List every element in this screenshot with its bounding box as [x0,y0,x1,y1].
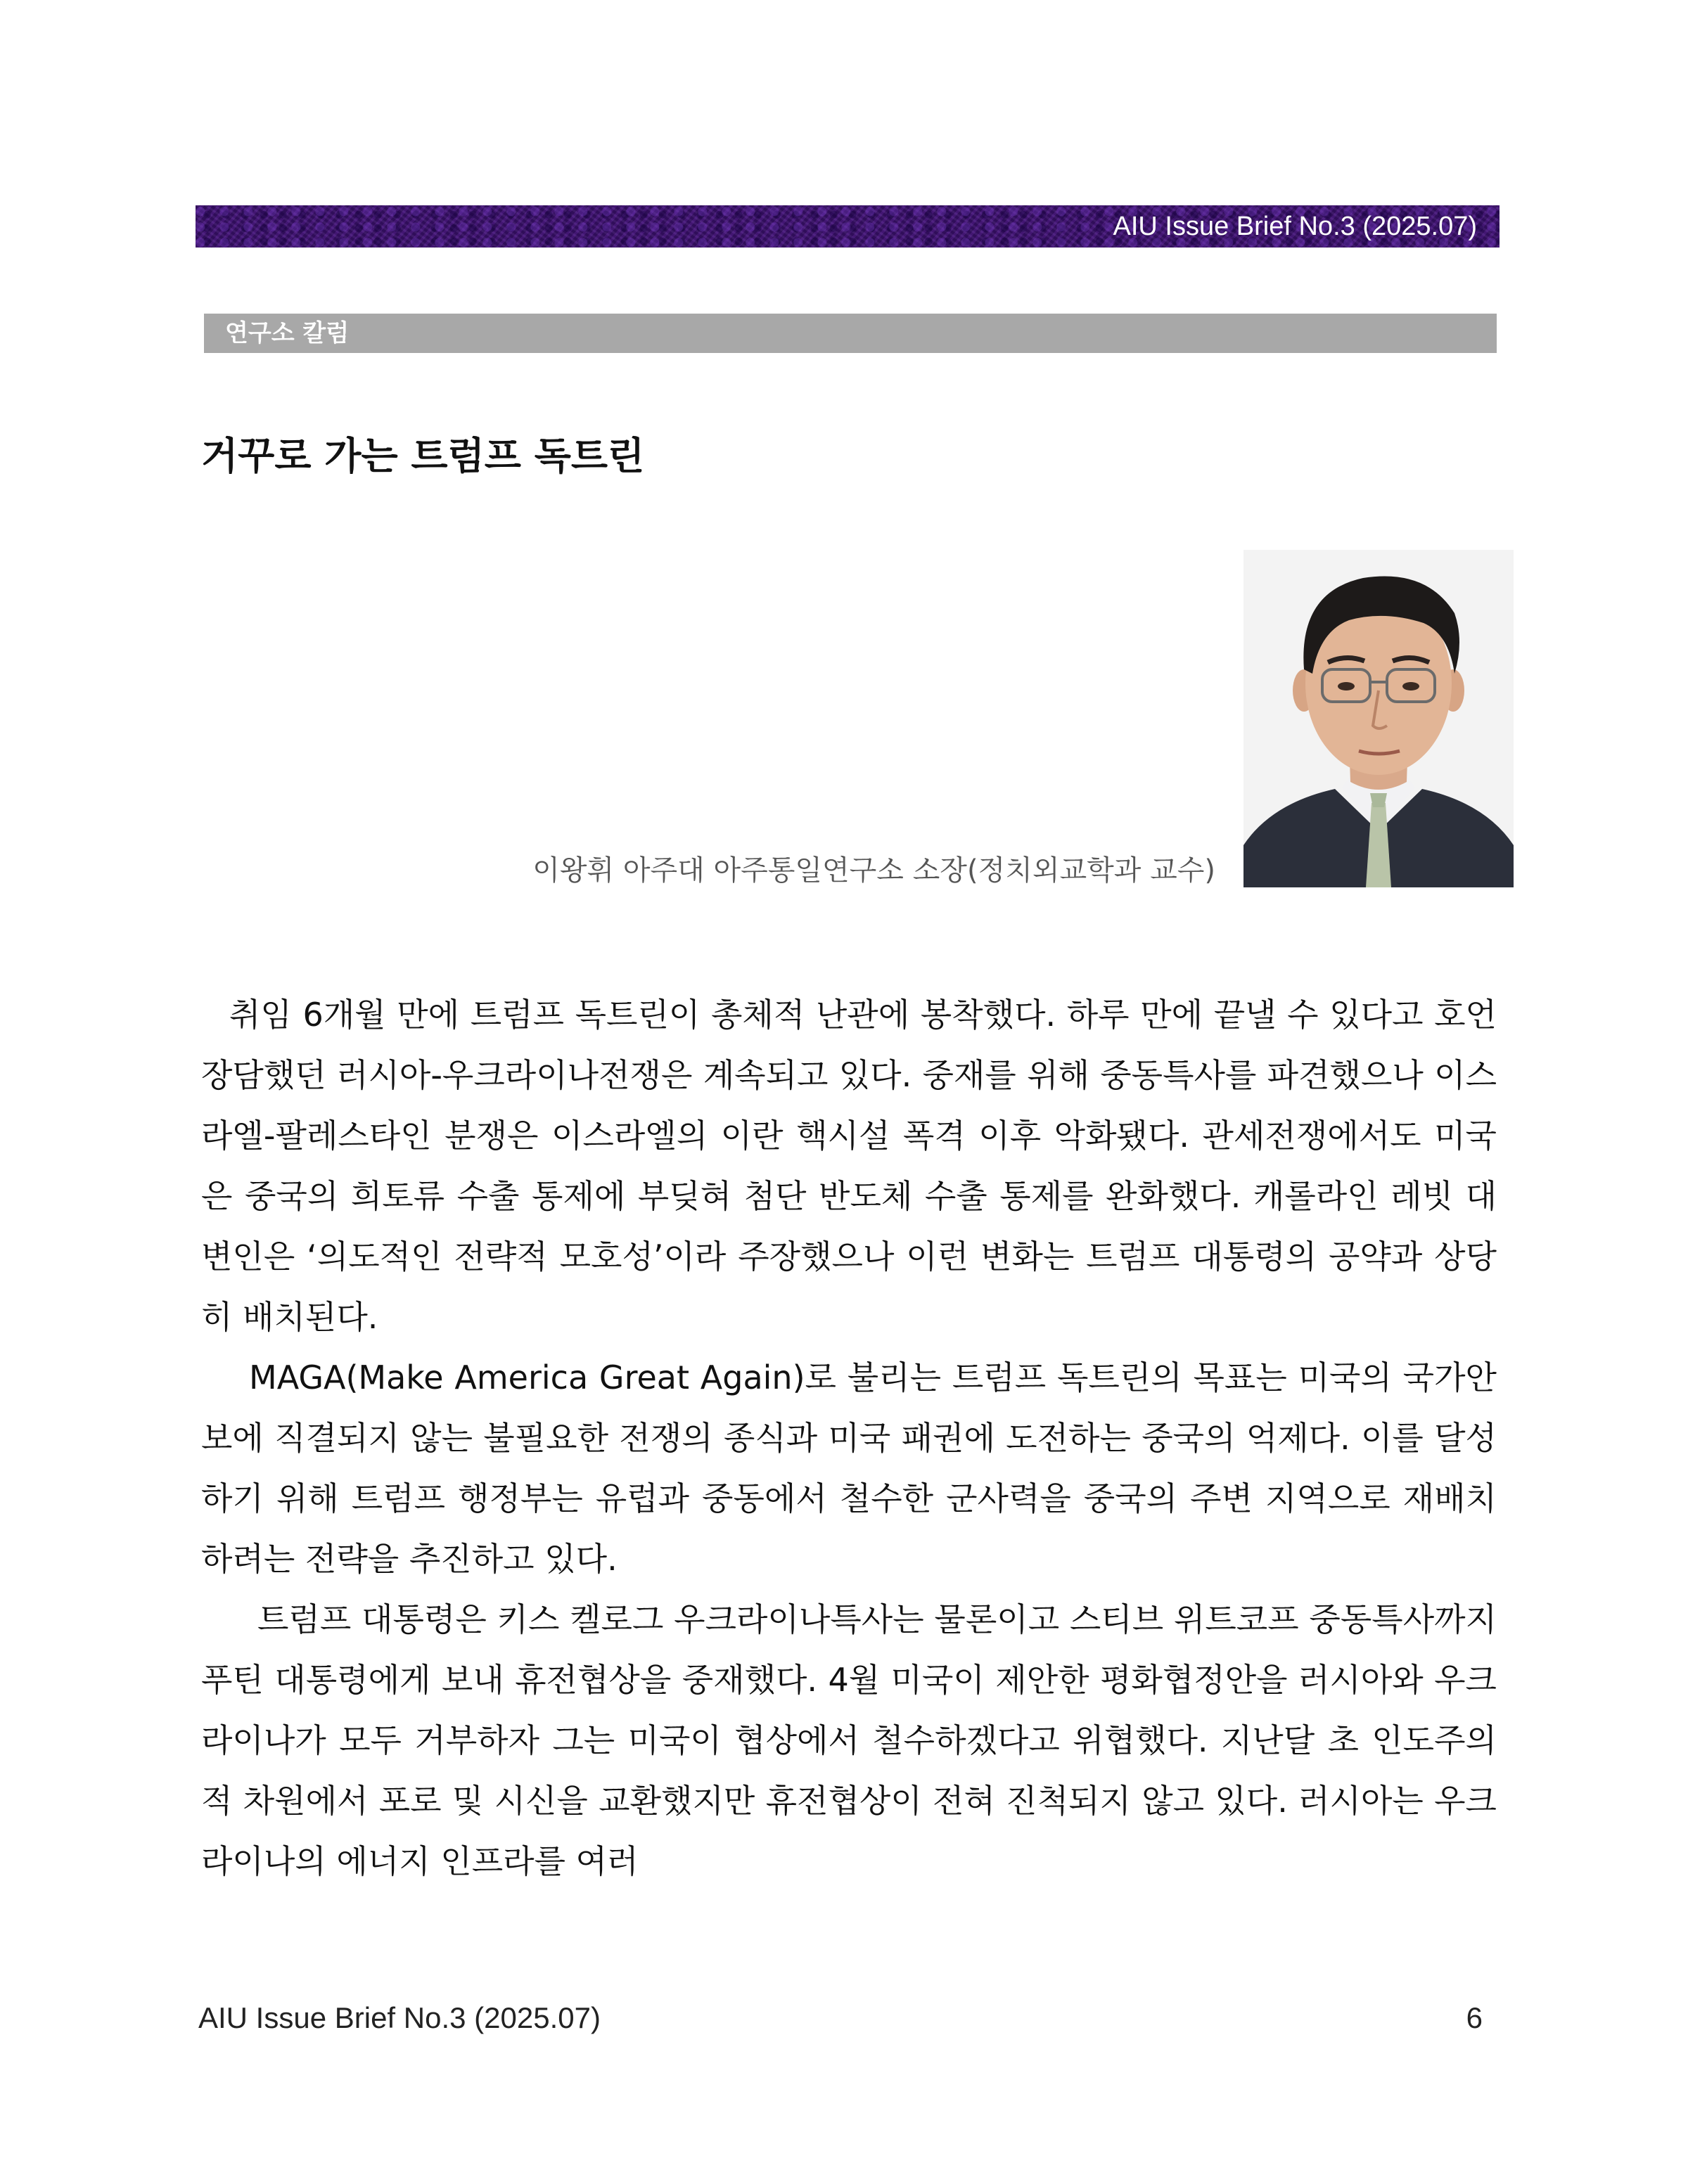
article-title: 거꾸로 가는 트럼프 독트린 [201,434,645,478]
paragraph-1: 취임 6개월 만에 트럼프 독트린이 총체적 난관에 봉착했다. 하루 만에 끝낼 수 있다고 호언장담했던 러시아-우크라이나전쟁은 계속되고 있다. 중재를 위해 중동특사를 파견했으나 이스라엘-팔레스타인 분쟁은 이스라엘의 이란 핵시설 폭격 이후 악화됐다. 관세전쟁에서도 미국은 중국의 희토류 수출 통제에 부딪혀 첨단 반도체 수출 통제를 완화했다. 캐롤라인 레빗 대변인은 ‘의도적인 전략적 모호성’이라 주장했으나 이런 변화는 트럼프 대통령의 공약과 상당히 배치된다. [201,996,1497,1336]
paragraph-2: MAGA(Make America Great Again)로 불리는 트럼프 독트린의 목표는 미국의 국가안보에 직결되지 않는 불필요한 전쟁의 종식과 미국 패권에 도전하는 중국의 억제다. 이를 달성하기 위해 트럼프 행정부는 유럽과 중동에서 철수한 군사력을 중국의 주변 지역으로 재배치하려는 전략을 추진하고 있다. [201,1358,1497,1578]
author-portrait-illustration [1243,550,1514,887]
footer-issue-label: AIU Issue Brief No.3 (2025.07) [198,2001,601,2034]
author-byline: 이왕휘 아주대 아주통일연구소 소장(정치외교학과 교수) [532,854,1215,887]
paragraph-3: 트럼프 대통령은 키스 켈로그 우크라이나특사는 물론이고 스티브 위트코프 중동특사까지 푸틴 대통령에게 보내 휴전협상을 중재했다. 4월 미국이 제안한 평화협정안을 러시아와 우크라이나가 모두 거부하자 그는 미국이 협상에서 철수하겠다고 위협했다. 지난달 초 인도주의적 차원에서 포로 및 시신을 교환했지만 휴전협상이 전혀 진척되지 않고 있다. 러시아는 우크라이나의 에너지 인프라를 여러 [201,1600,1497,1880]
section-label: 연구소 칼럼 [225,319,350,347]
header-band [196,205,1500,248]
article-body [201,984,1497,1891]
author-portrait [1243,550,1514,887]
page-number: 6 [1466,2001,1483,2034]
section-bar [204,314,1497,353]
header-issue-label: AIU Issue Brief No.3 (2025.07) [1113,212,1477,241]
